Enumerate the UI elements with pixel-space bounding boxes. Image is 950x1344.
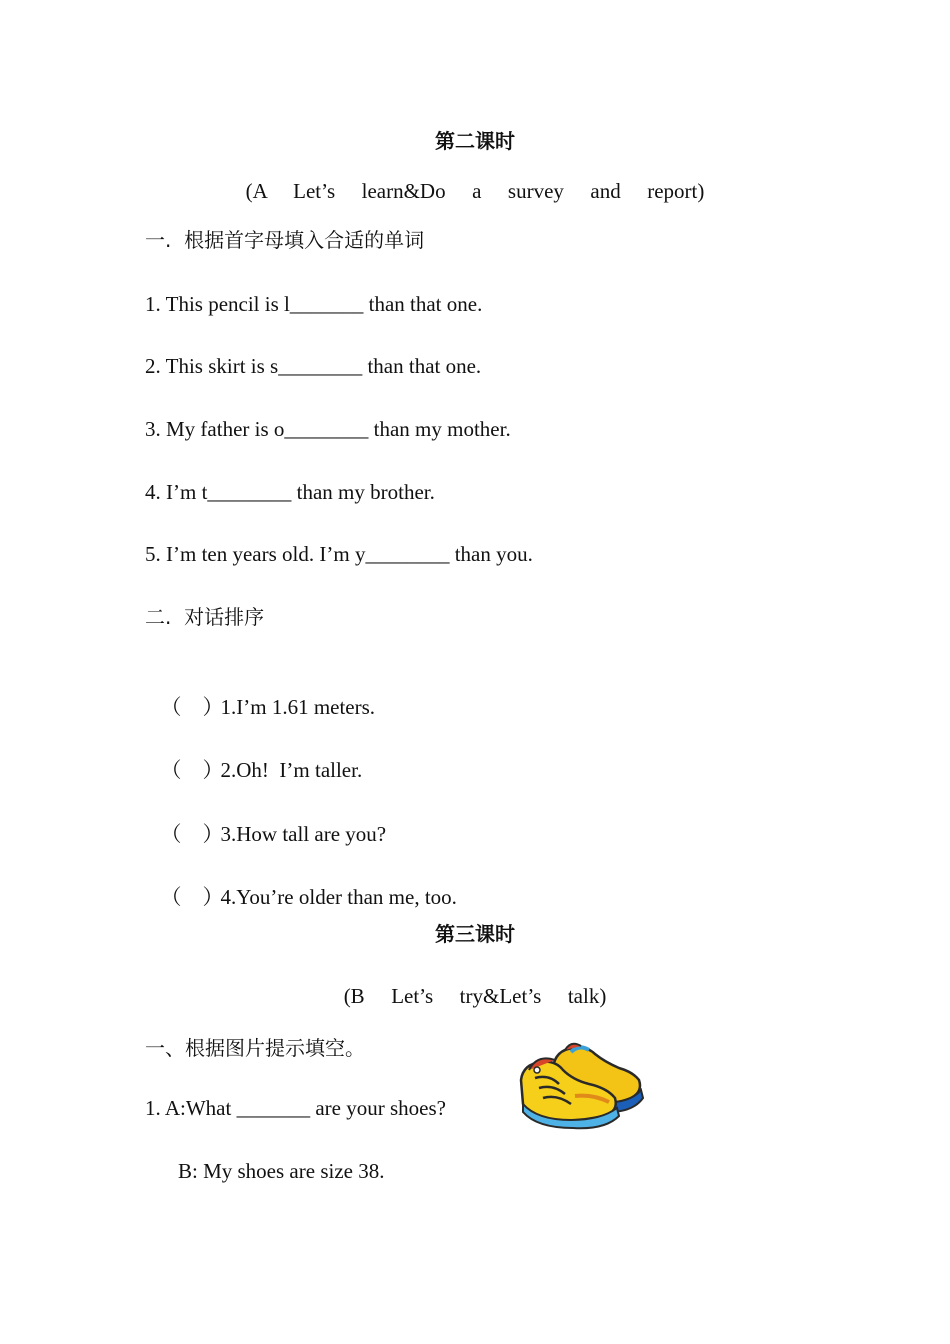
answer-paren[interactable]: （ ）	[160, 885, 224, 909]
answer-paren[interactable]: （ ）	[160, 695, 224, 719]
shoes-icon	[515, 1040, 645, 1130]
lesson3-question-1b: B: My shoes are size 38.	[178, 1159, 385, 1183]
lesson2-title: 第二课时	[435, 129, 515, 153]
answer-paren[interactable]: （ ）	[160, 758, 224, 782]
order-item-text: 3.How tall are you?	[220, 822, 387, 846]
order-item-text: 2.Oh! I’m taller.	[220, 758, 363, 782]
answer-paren[interactable]: （ ）	[160, 822, 224, 846]
order-item-3	[150, 795, 386, 847]
fill-item-5: 5. I’m ten years old. I’m y________ than you.	[145, 542, 533, 566]
fill-item-2: 2. This skirt is s________ than that one.	[145, 354, 482, 378]
order-item-2	[150, 731, 362, 783]
lesson2-part2-heading: 二. 对话排序	[145, 605, 265, 629]
fill-item-1: 1. This pencil is l_______ than that one.	[145, 292, 483, 316]
order-item-text: 4.You’re older than me, too.	[220, 885, 457, 909]
lesson2-subtitle: (A Let’s learn&Do a survey and report)	[245, 179, 705, 203]
fill-item-3: 3. My father is o________ than my mother.	[145, 417, 511, 441]
order-item-1	[150, 668, 375, 720]
lesson3-question-1a: 1. A:What _______ are your shoes?	[145, 1096, 446, 1120]
lesson2-part1-heading: 一. 根据首字母填入合适的单词	[145, 228, 425, 252]
lesson3-subtitle: (B Let’s try&Let’s talk)	[343, 984, 607, 1008]
order-item-text: 1.I’m 1.61 meters.	[220, 695, 376, 719]
order-item-4	[150, 858, 457, 910]
lesson3-title: 第三课时	[435, 922, 515, 946]
fill-item-4: 4. I’m t________ than my brother.	[145, 480, 435, 504]
lesson3-part1-heading: 一、根据图片提示填空。	[145, 1036, 365, 1060]
